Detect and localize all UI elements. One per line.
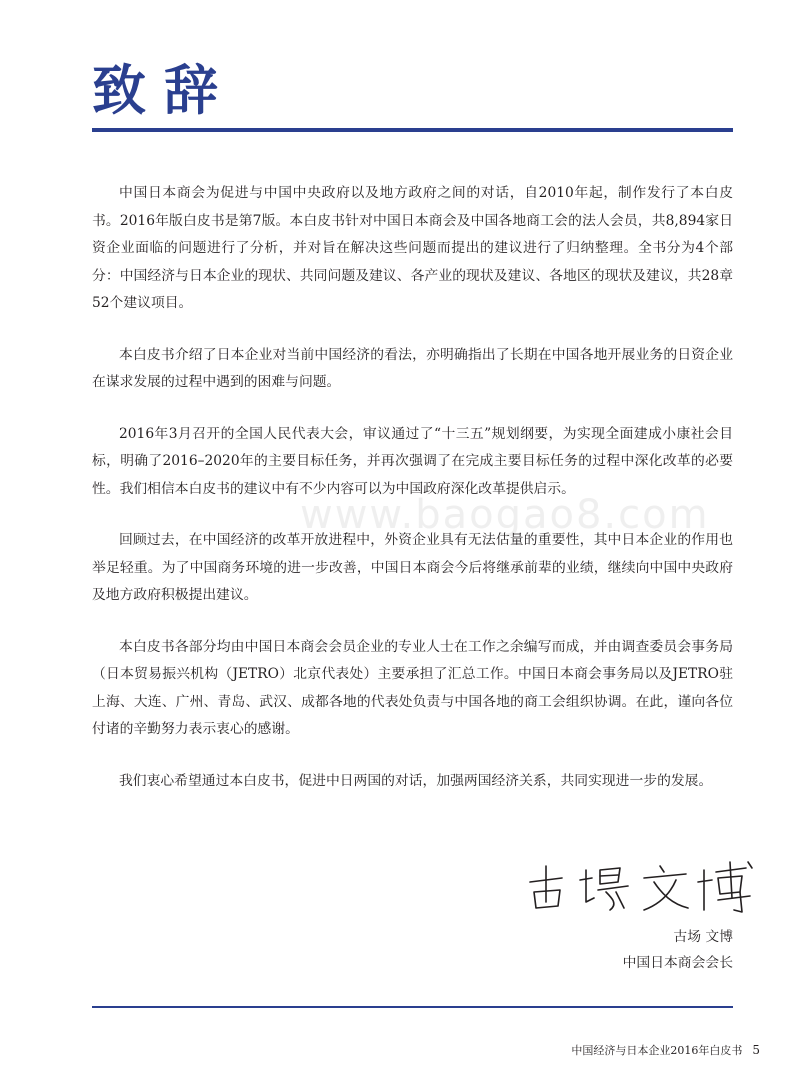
- page-number: 5: [752, 1043, 760, 1057]
- signer-role: 中国日本商会会长: [622, 955, 733, 971]
- paragraph: 我们衷心希望通过本白皮书，促进中日两国的对话，加强两国经济关系，共同实现进一步的发展。: [119, 772, 713, 789]
- paragraph: 中国日本商会为促进与中国中央政府以及地方政府之间的对话，自2010年起，制作发行了本白皮书。2016年版白皮书是第7版。本白皮书针对中国日本商会及中国各地商工会的法人会员，共8,894家日资企业面临的问题进行了分析，并对旨在解决这些问题而提出的建议进行了归纳整理。全书分为4个部分：中国经济与日本企业的现状、共同问题及建议、各产业的现状及建议、各地区的现状及建议，共28章52个建议项目。: [92, 185, 733, 311]
- signer-name: 古场 文博: [673, 929, 733, 945]
- signer-block: [623, 924, 733, 976]
- paragraph: 回顾过去，在中国经济的改革开放进程中，外资企业具有无法估量的重要性，其中日本企业的作用也举足轻重。为了中国商务环境的进一步改善，中国日本商会今后将继承前辈的业绩，继续向中国中央政府及地方政府积极提出建议。: [92, 532, 733, 603]
- publication-title: 中国经济与日本企业2016年白皮书: [571, 1044, 743, 1057]
- footer-divider: [92, 1006, 733, 1008]
- paragraph: 2016年3月召开的全国人民代表大会，审议通过了“十三五”规划纲要，为实现全面建成小康社会目标，明确了2016–2020年的主要目标任务，并再次强调了在完成主要目标任务的过程中深化改革的必要性。我们相信本白皮书的建议中有不少内容可以为中国政府深化改革提供启示。: [92, 425, 733, 497]
- handwritten-signature: [520, 858, 760, 918]
- page-title: 致辞: [92, 59, 236, 122]
- paragraph: 本白皮书介绍了日本企业对当前中国经济的看法，亦明确指出了长期在中国各地开展业务的日资企业在谋求发展的过程中遇到的困难与问题。: [92, 346, 733, 390]
- title-divider: [92, 128, 733, 132]
- body-text: [92, 180, 733, 819]
- watermark: www.baogao8.com: [300, 492, 710, 538]
- paragraph: 本白皮书各部分均由中国日本商会会员企业的专业人士在工作之余编写而成，并由调查委员会事务局（日本贸易振兴机构（JETRO）北京代表处）主要承担了汇总工作。中国日本商会事务局以及JETRO驻上海、大连、广州、青岛、武汉、成都各地的代表处负责与中国各地的商工会组织协调。在此，谨向各位付诸的辛勤努力表示衷心的感谢。: [92, 638, 733, 737]
- page-footer: [571, 1042, 760, 1058]
